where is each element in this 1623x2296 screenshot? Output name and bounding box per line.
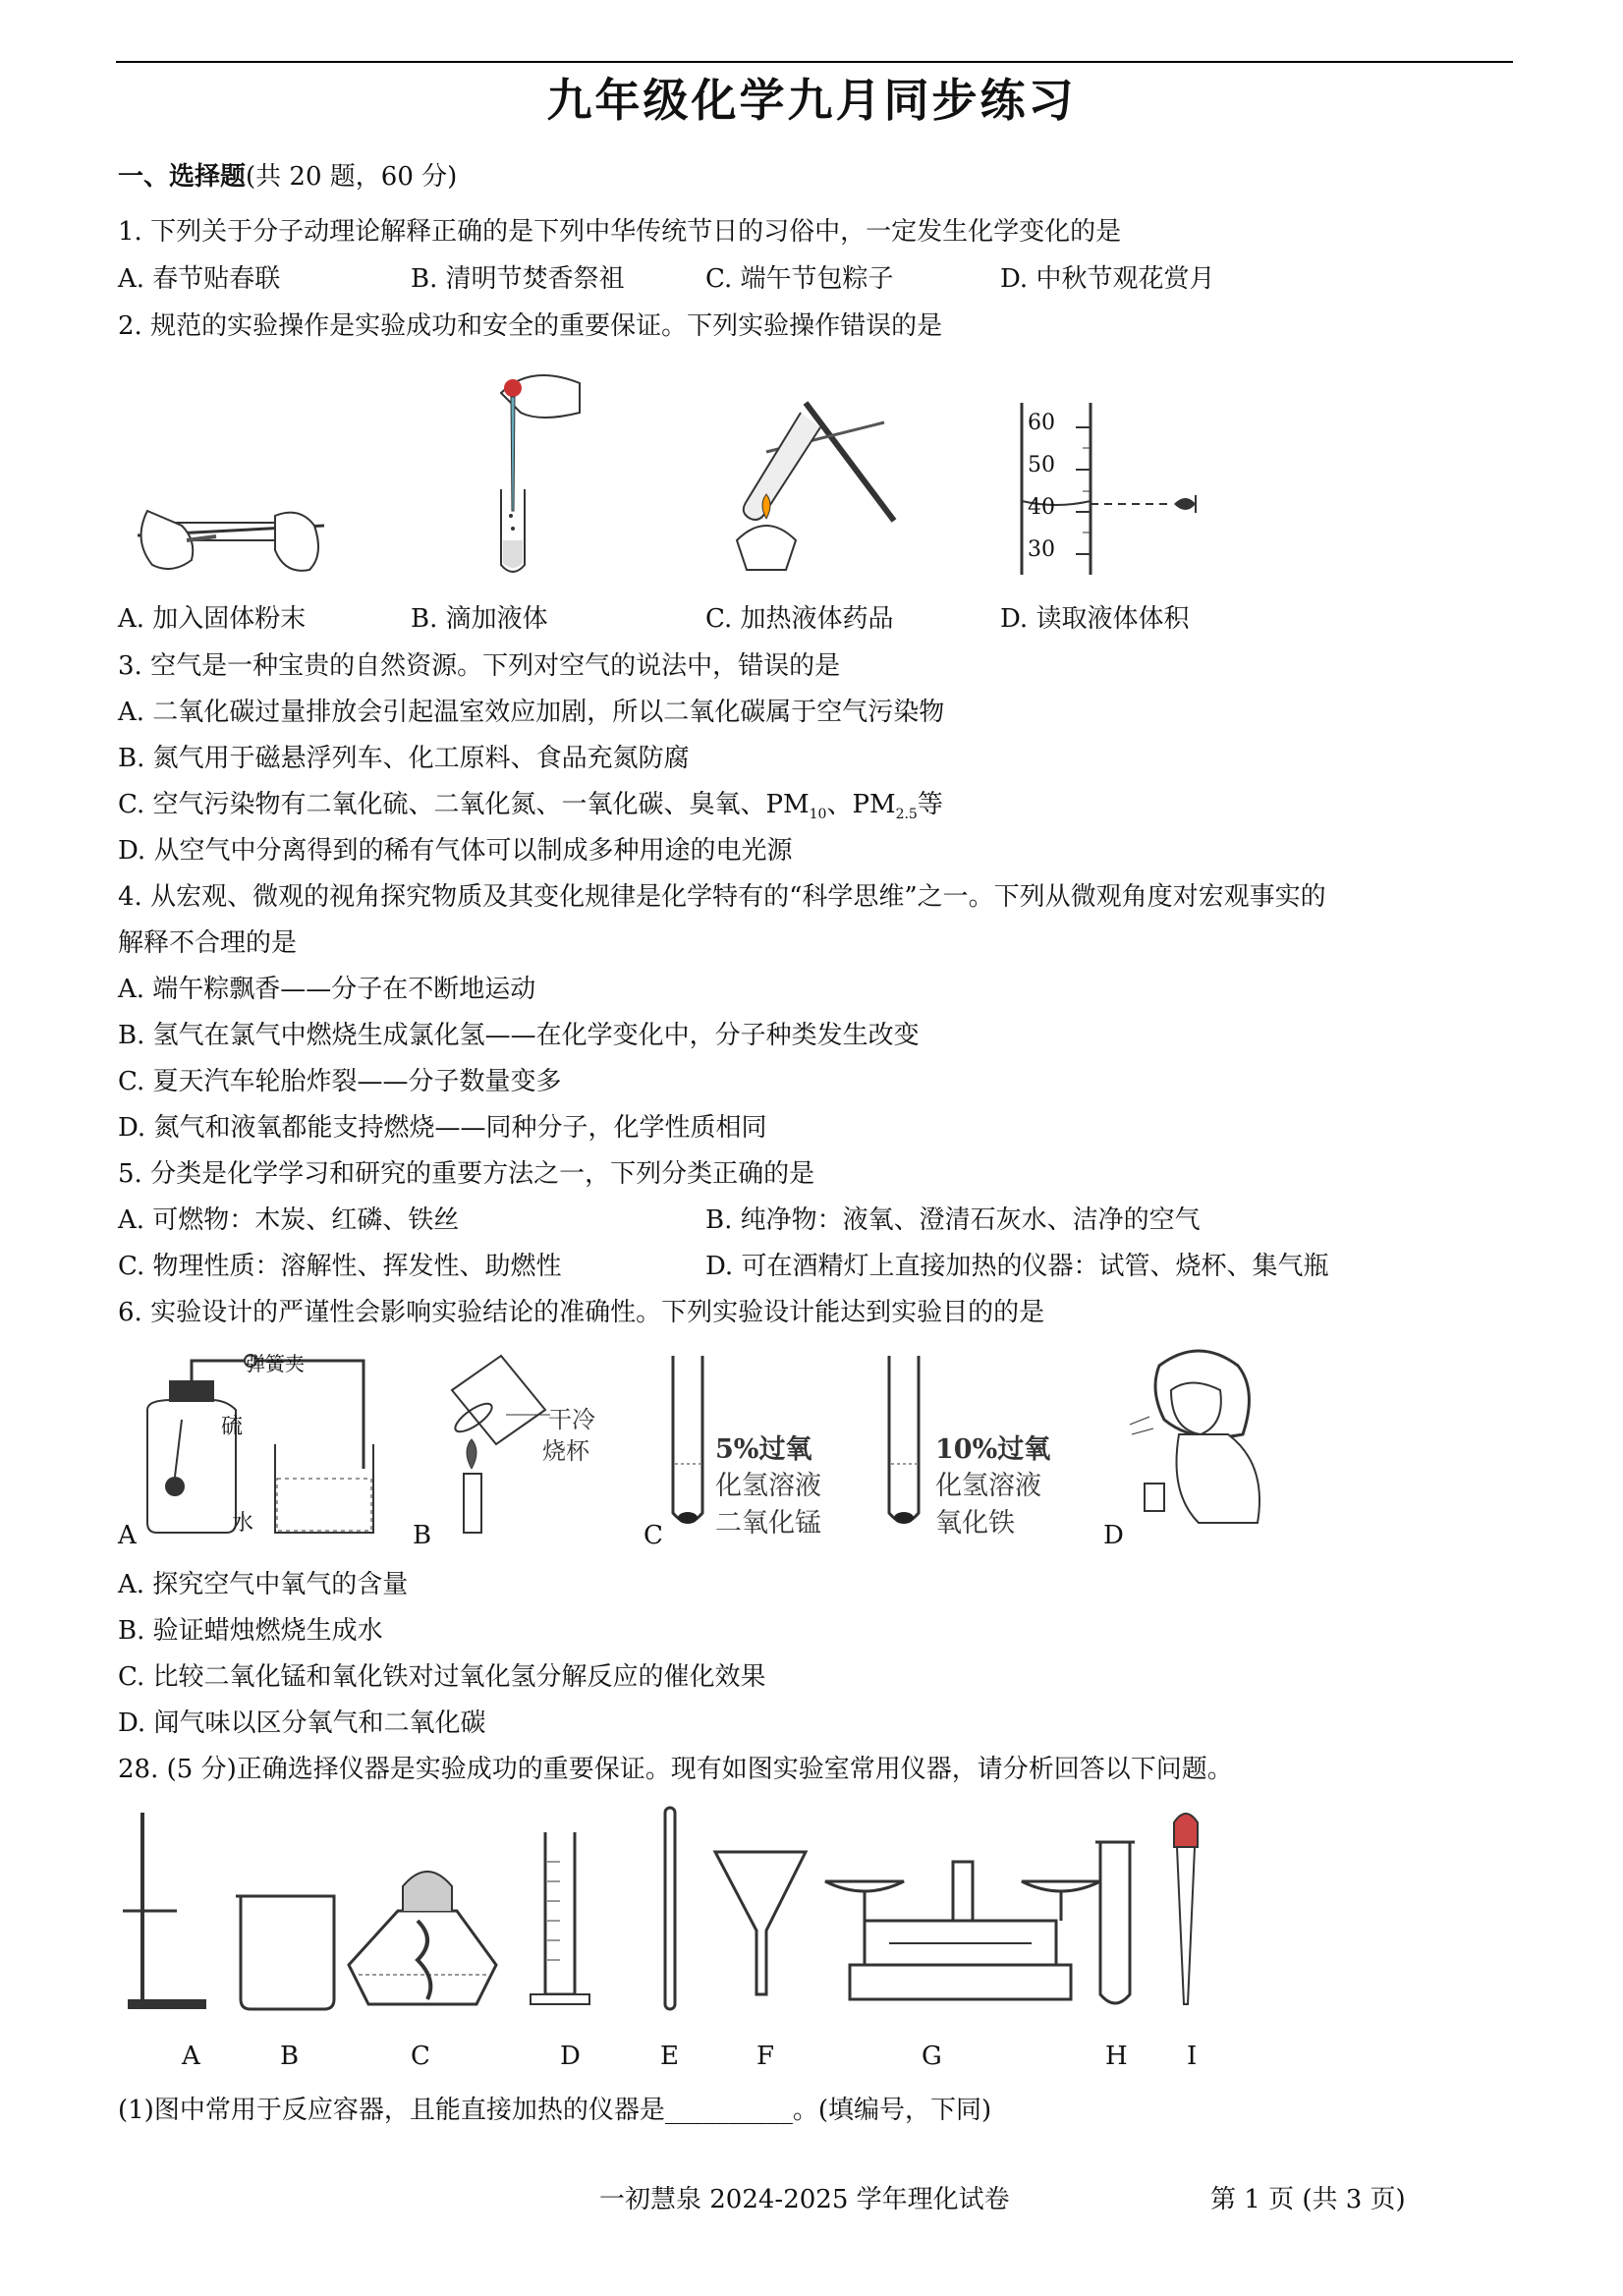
q2-fig-a-powder [128,481,334,580]
label-c2-fe2o3: 氧化铁 [935,1508,1015,1539]
q3-option-c-text: C. 空气污染物有二氧化硫、二氧化氮、一氧化碳、臭氧、PM [118,790,810,819]
label-c2-h2o2: 化氢溶液 [935,1471,1041,1501]
q6-fig-label-b: B [413,1521,432,1550]
page-title: 九年级化学九月同步练习 [546,74,1077,127]
cylinder-tick-40: 40 [1028,495,1055,520]
q5-option-a: A. 可燃物：木炭、红磷、铁丝 [118,1205,460,1235]
q4-stem-line1: 4. 从宏观、微观的视角探究物质及其变化规律是化学特有的“科学思维”之一。下列从微观角度对宏观事实的 [118,882,1326,912]
q2-fig-c-heating [707,393,904,580]
q6-fig-label-d: D [1103,1521,1124,1550]
label-sulfur: 硫 [221,1415,244,1439]
q6-fig-a-apparatus [128,1351,383,1538]
q4-option-b: B. 氢气在氯气中燃烧生成氯化氢——在化学变化中，分子种类发生改变 [118,1021,920,1050]
q1-stem: 1. 下列关于分子动理论解释正确的是下列中华传统节日的习俗中，一定发生化学变化的是 [118,217,1122,247]
instrument-label-e: E [660,2042,679,2071]
label-c-mno2: 二氧化锰 [715,1508,821,1539]
q4-stem-line2: 解释不合理的是 [118,928,298,958]
q1-option-a: A. 春节贴春联 [118,264,281,294]
q5-option-c: C. 物理性质：溶解性、挥发性、助燃性 [118,1252,562,1281]
instrument-label-i: I [1187,2042,1198,2071]
q1-option-d: D. 中秋节观花赏月 [1000,264,1215,294]
instrument-label-h: H [1105,2042,1128,2071]
q5-stem: 5. 分类是化学学习和研究的重要方法之一，下列分类正确的是 [118,1159,815,1189]
q6-option-d: D. 闻气味以区分氧气和二氧化碳 [118,1708,486,1738]
label-c-h2o2: 化氢溶液 [715,1471,821,1501]
label-c2-10pct: 10%过氧 [935,1434,1051,1465]
q1-option-b: B. 清明节焚香祭祖 [411,264,625,294]
footer-exam-name: 一初慧泉 2024-2025 学年理化试卷 [599,2185,1010,2214]
q2-fig-b-dropper [481,364,589,585]
q6-fig-label-c: C [644,1521,663,1550]
q3-option-b: B. 氮气用于磁悬浮列车、化工原料、食品充氮防腐 [118,744,690,773]
q6-fig-c-tube2 [884,1356,923,1533]
q3-option-c-end: 等 [917,790,943,819]
q3-option-c-mid: 、PM [826,790,896,819]
section-heading [118,159,457,195]
label-c-5pct: 5%过氧 [715,1434,812,1465]
q5-option-b: B. 纯净物：液氧、澄清石灰水、洁净的空气 [705,1205,1201,1235]
q4-option-d: D. 氮气和液氧都能支持燃烧——同种分子，化学性质相同 [118,1113,767,1143]
q6-stem: 6. 实验设计的严谨性会影响实验结论的准确性。下列实验设计能达到实验目的的是 [118,1298,1045,1327]
cylinder-tick-30: 30 [1028,537,1055,562]
label-dry-cold-1: 干冷 [548,1406,595,1433]
q2-option-a: A. 加入固体粉末 [118,604,307,634]
pm10-subscript: 10 [809,807,827,823]
q6-fig-d-smelling [1110,1346,1277,1533]
q6-option-c: C. 比较二氧化锰和氧化铁对过氧化氢分解反应的催化效果 [118,1662,766,1692]
q3-option-c [118,787,943,832]
q28-stem: 28. (5 分)正确选择仪器是实验成功的重要保证。现有如图实验室常用仪器，请分析回答以下问题。 [118,1755,1233,1784]
pm25-subscript: 2.5 [895,807,918,823]
cylinder-tick-60: 60 [1028,411,1055,435]
cylinder-tick-50: 50 [1028,453,1055,477]
q2-option-d: D. 读取液体体积 [1000,604,1190,634]
instrument-label-a: A [182,2042,200,2071]
section-meta: (共 20 题，60 分) [246,162,458,192]
label-spring-clip: 弹簧夹 [246,1352,305,1375]
q6-fig-c-tube1 [668,1356,707,1533]
instrument-label-f: F [756,2042,775,2071]
q3-stem: 3. 空气是一种宝贵的自然资源。下列对空气的说法中，错误的是 [118,651,841,681]
label-dry-cold-2: 烧杯 [542,1437,589,1465]
q3-option-a: A. 二氧化碳过量排放会引起温室效应加剧，所以二氧化碳属于空气污染物 [118,698,945,727]
instrument-label-d: D [560,2042,581,2071]
q6-fig-label-a: A [118,1521,137,1550]
section-title: 一、选择题 [118,162,247,192]
label-water: 水 [232,1511,254,1536]
instrument-label-g: G [922,2042,942,2071]
q4-option-c: C. 夏天汽车轮胎炸裂——分子数量变多 [118,1067,562,1096]
q28-subquestion-1: (1)图中常用于反应容器，且能直接加热的仪器是__________。(填编号，下同) [118,2096,992,2125]
q2-option-c: C. 加热液体药品 [705,604,894,634]
footer-page-number: 第 1 页 (共 3 页) [1210,2185,1406,2214]
q4-option-a: A. 端午粽飘香——分子在不断地运动 [118,975,536,1004]
instrument-label-b: B [280,2042,300,2071]
q3-option-d: D. 从空气中分离得到的稀有气体可以制成多种用途的电光源 [118,836,793,866]
q28-instruments-figure [118,1803,1218,2019]
instrument-label-c: C [411,2042,430,2071]
q2-stem: 2. 规范的实验操作是实验成功和安全的重要保证。下列实验操作错误的是 [118,311,943,341]
q6-option-b: B. 验证蜡烛燃烧生成水 [118,1616,383,1646]
q1-option-c: C. 端午节包粽子 [705,264,894,294]
q6-option-a: A. 探究空气中氧气的含量 [118,1570,409,1599]
q2-option-b: B. 滴加液体 [411,604,548,634]
top-rule [116,61,1513,63]
q5-option-d: D. 可在酒精灯上直接加热的仪器：试管、烧杯、集气瓶 [705,1252,1329,1281]
